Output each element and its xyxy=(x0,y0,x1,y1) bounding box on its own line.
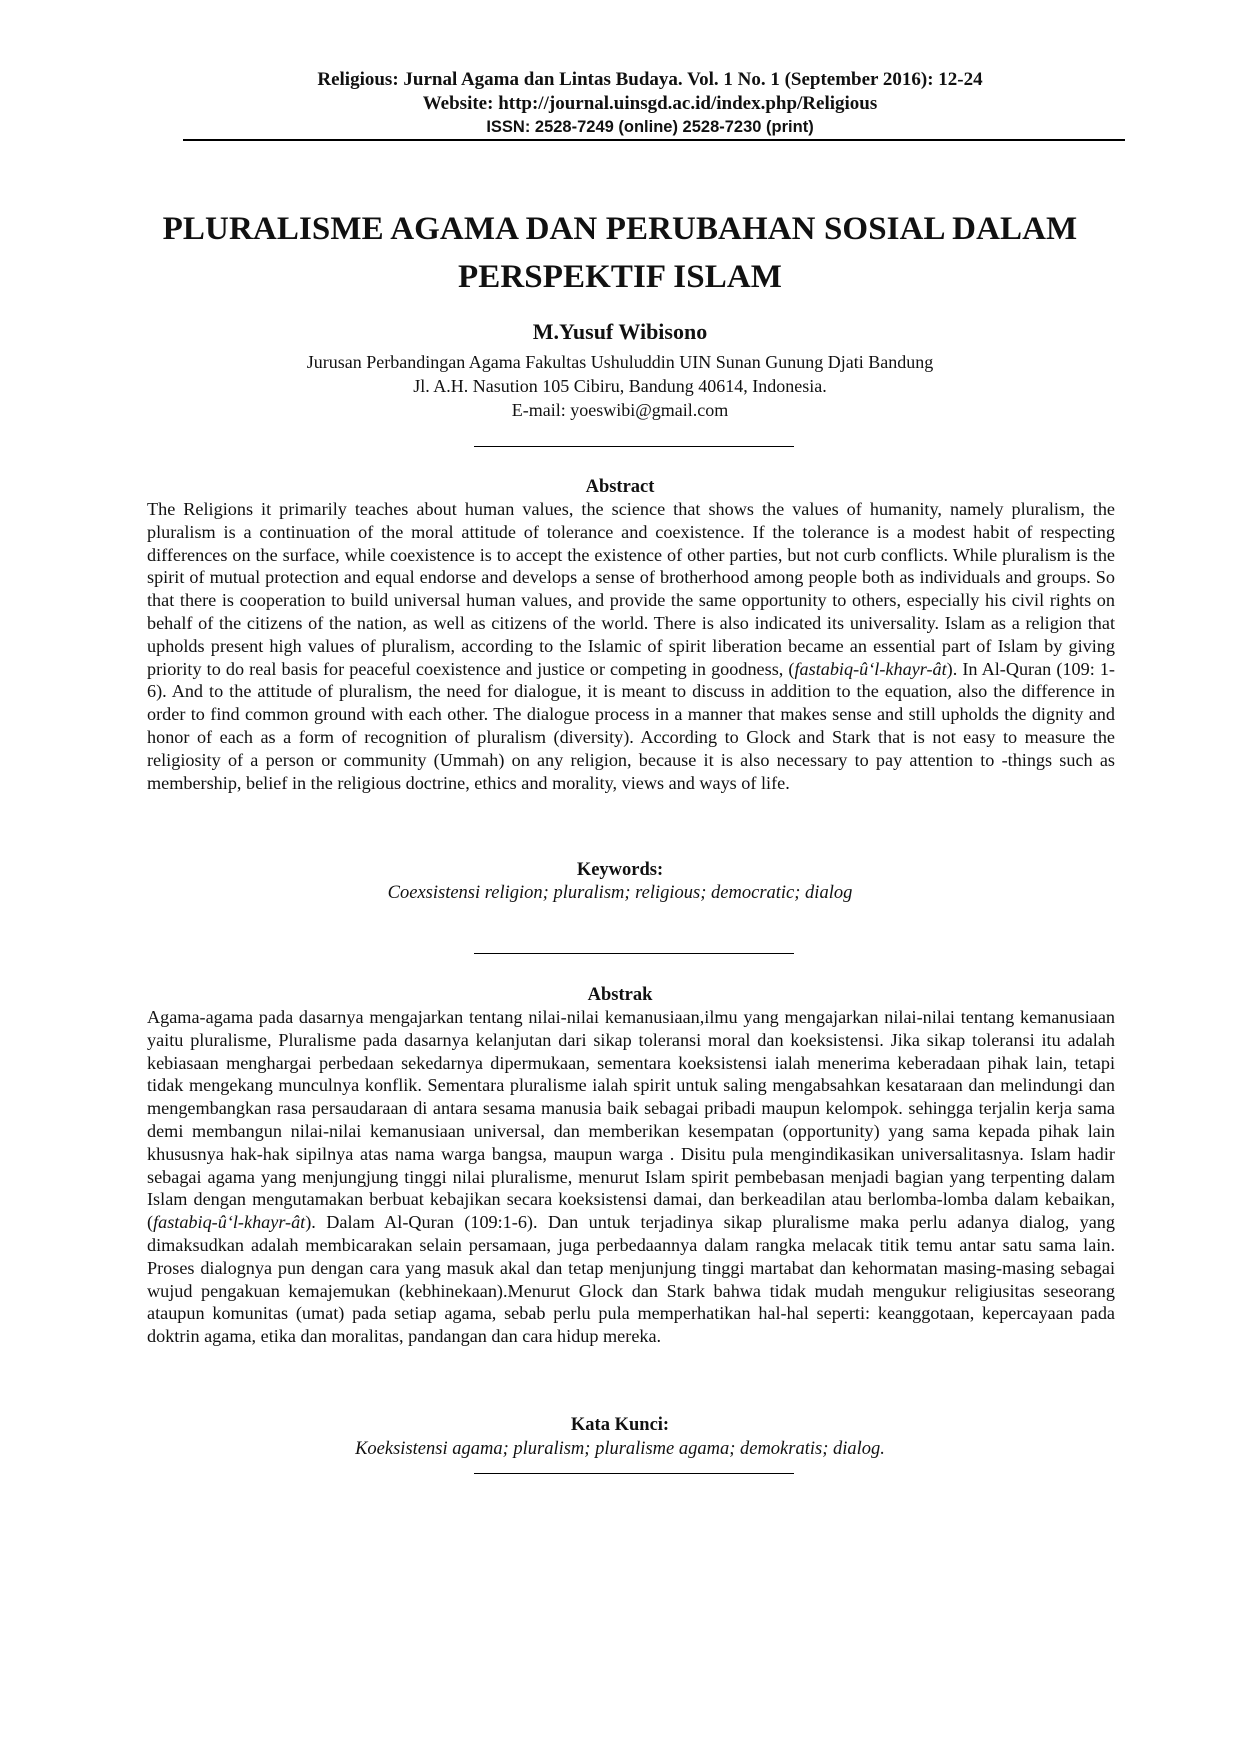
journal-citation: Religious: Jurnal Agama dan Lintas Budaya. Vol. 1 No. 1 (September 2016): 12-24 xyxy=(317,69,983,90)
journal-issn: ISSN: 2528-7249 (online) 2528-7230 (print) xyxy=(486,118,814,136)
section-divider xyxy=(474,953,794,954)
paper-title-line-2: PERSPEKTIF ISLAM xyxy=(457,259,782,295)
abstract-text-part-2: ). In Al-Quran (109: 1-6). And to the attitude of pluralism, the need for dialogue, it is meant to discuss in addition to the equation, also the difference in order to find common ground with each other. The dialogue process in a manner that makes sense and still upholds the dignity and honor of each as a form of recognition of pluralism (diversity). According to Glock and Stark that is not easy to measure the religiosity of a person or community (Ummah) on any religion, because it is also necessary to pay attention to -things such as membership, belief in the religious doctrine, ethics and morality, views and ways of life. xyxy=(147,658,1115,793)
kata-kunci-heading: Kata Kunci: xyxy=(570,1415,670,1435)
journal-website[interactable]: Website: http://journal.uinsgd.ac.id/index.php/Religious xyxy=(422,93,878,114)
author-address: Jl. A.H. Nasution 105 Cibiru, Bandung 40614, Indonesia. xyxy=(413,376,827,396)
abstrak-text-part-1: Agama-agama pada dasarnya mengajarkan tentang nilai-nilai kemanusiaan,ilmu yang mengajarkan nilai-nilai tentang kemanusiaan yaitu pluralisme, Pluralisme pada dasarnya kelanjutan dari sikap toleransi moral dan koeksistensi. Jika sikap toleransi itu adalah kebiasaan menghargai perbedaan sekedarnya dipermukaan, sementara koeksistensi ialah menerima keberadaan pihak lain, tetapi tidak mengekang munculnya konflik. Sementara pluralisme ialah spirit untuk saling mengabsahkan kesataraan dan melindungi dan mengembangkan rasa persaudaraan di antara sesama manusia baik sebagai pribadi maupun kelompok. sehingga terjalin kerja sama demi membangun nilai-nilai kemanusiaan universal, dan memberikan kesempatan (opportunity) yang sama kepada pihak lain khususnya hak-hak sipilnya atas nama warga bangsa, maupun warga . Disitu pula mengindikasikan universalitasnya. Islam hadir sebagai agama yang menjungjung tinggi nilai pluralisme, menurut Islam spirit pembebasan menjadi bagian yang terpenting dalam Islam dengan mengutamakan berbuat kebajikan secara koeksistensi damai, dan berkeadilan atau berlomba-lomba dalam kebaikan, ( xyxy=(147,1007,1115,1233)
kata-kunci-list: Koeksistensi agama; pluralism; pluralisme agama; demokratis; dialog. xyxy=(355,1439,885,1459)
abstrak-heading: Abstrak xyxy=(587,985,653,1005)
paper-title xyxy=(140,205,1100,301)
author-email[interactable]: E-mail: yoeswibi@gmail.com xyxy=(511,400,729,420)
paper-title-line-1: PLURALISME AGAMA DAN PERUBAHAN SOSIAL DALAM xyxy=(162,211,1078,247)
author-affiliation: Jurusan Perbandingan Agama Fakultas Ushuluddin UIN Sunan Gunung Djati Bandung xyxy=(306,352,934,372)
abstract-heading: Abstract xyxy=(585,477,655,497)
author-affiliation-block xyxy=(140,350,1100,422)
abstrak-text xyxy=(147,1006,1115,1348)
journal-header xyxy=(180,68,1120,138)
abstract-text-part-1: The Religions it primarily teaches about human values, the science that shows the values of humanity, namely pluralism, the pluralism is a continuation of the moral attitude of tolerance and coexistence. If the tolerance is a modest habit of respecting differences on the surface, while coexistence is to accept the existence of other parties, but not curb conflicts. While pluralism is the spirit of mutual protection and equal endorse and develops a sense of brotherhood among people both as individuals and groups. So that there is cooperation to build universal human values, and provide the same opportunity to others, especially his civil rights on behalf of the citizens of the nation, as well as citizens of the world. There is also indicated its universality. Islam as a religion that upholds present high values of pluralism, according to the Islamic of spirit liberation became an essential part of Islam by giving priority to do real basis for peaceful coexistence and justice or competing in goodness, ( xyxy=(147,499,1115,679)
section-divider xyxy=(474,1473,794,1474)
keywords-heading: Keywords: xyxy=(576,860,664,880)
author-name: M.Yusuf Wibisono xyxy=(532,319,708,344)
abstrak-italic-term: fastabiq-û‘l-khayr-ât xyxy=(153,1212,306,1233)
header-divider xyxy=(183,139,1125,141)
keywords-list: Coexsistensi religion; pluralism; religious; democratic; dialog xyxy=(387,883,853,903)
abstract-text xyxy=(147,498,1115,794)
abstract-italic-term: fastabiq-û‘l-khayr-ât xyxy=(794,658,947,679)
section-divider xyxy=(474,446,794,447)
abstrak-text-part-2: ). Dalam Al-Quran (109:1-6). Dan untuk terjadinya sikap pluralisme maka perlu adanya dialog, yang dimaksudkan adalah membicarakan selain persamaan, juga perbedaannya dalam rangka melacak titik temu antar satu sama lain. Proses dialognya pun dengan cara yang masuk akal dan tetap menjunjung tinggi martabat dan kehormatan masing-masing sebagai wujud pengakuan kemajemukan (kebhinekaan).Menurut Glock dan Stark bahwa tidak mudah mengukur religiusitas seseorang ataupun komunitas (umat) pada setiap agama, sebab perlu pula memperhatikan hal-hal seperti: keanggotaan, kepercayaan pada doktrin agama, etika dan moralitas, pandangan dan cara hidup mereka. xyxy=(147,1212,1115,1347)
